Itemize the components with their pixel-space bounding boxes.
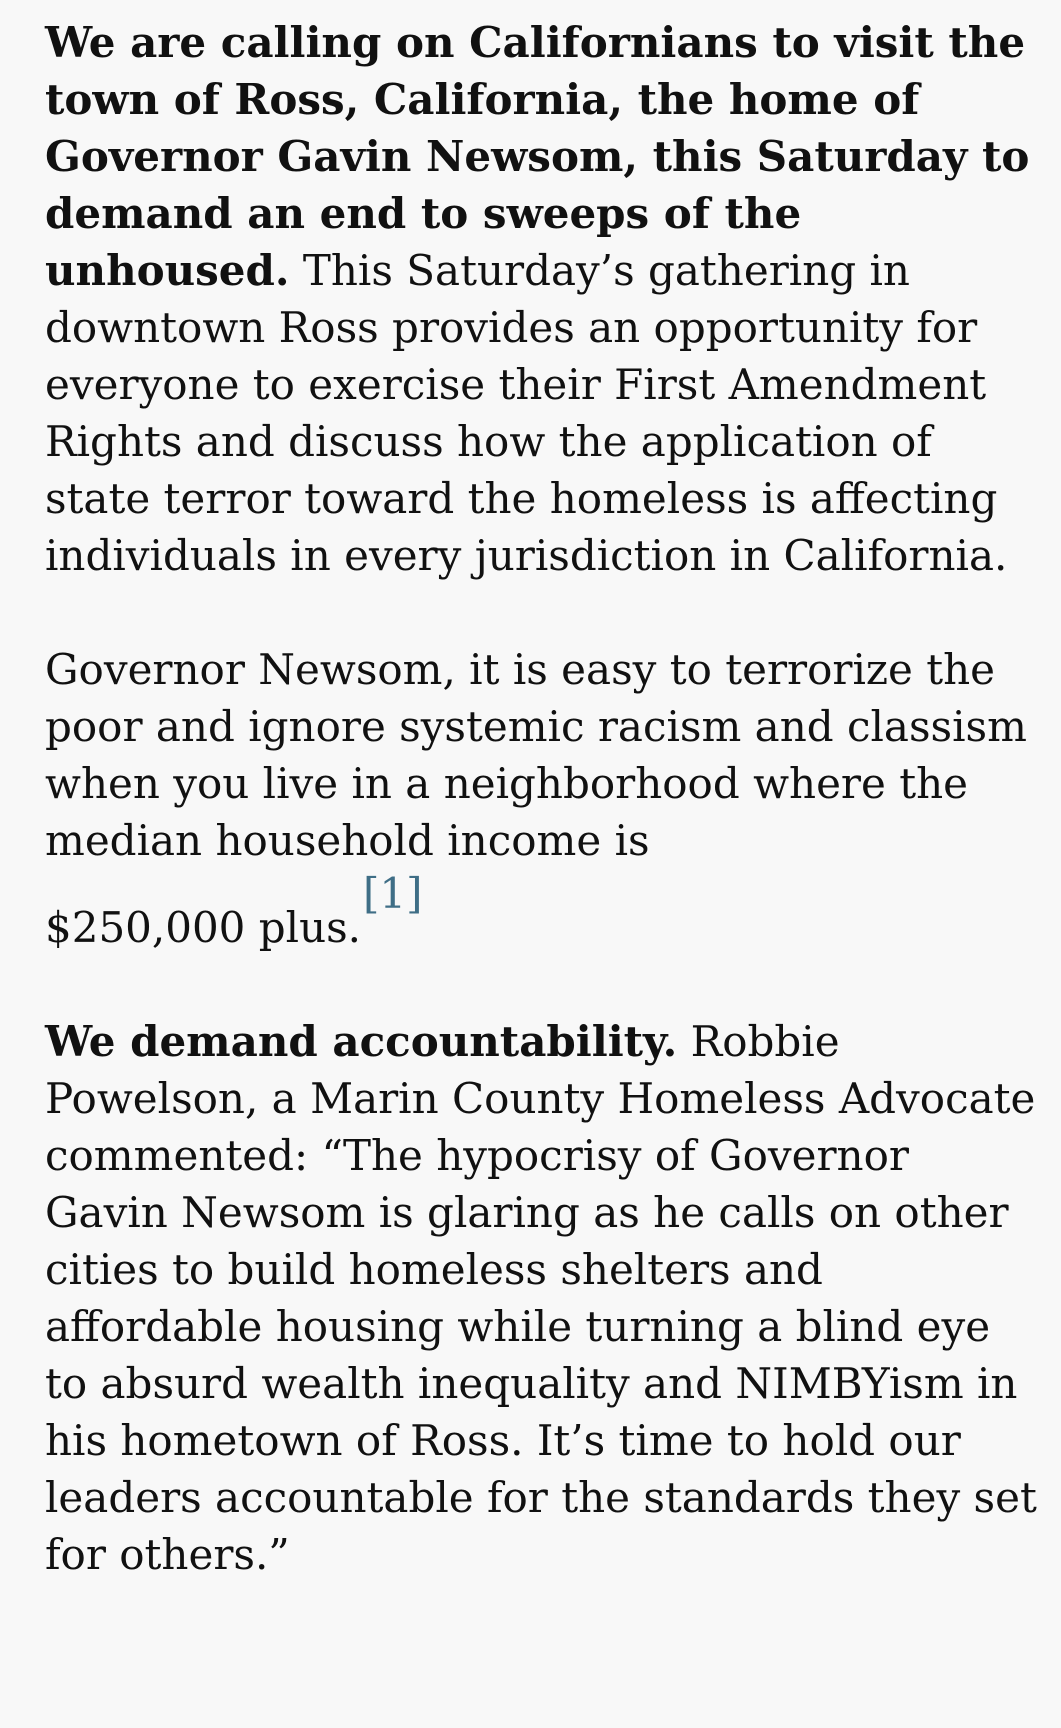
paragraph-text: This Saturday’s gathering in downtown Ross provides an opportunity for everyone to exercise their First Amendment Rights and discuss how the application of state terror toward the homeless is affecting individuals in every jurisdiction in California. bbox=[45, 246, 1008, 580]
income-line bbox=[45, 869, 423, 956]
paragraph-accountability bbox=[45, 1013, 1045, 1583]
paragraph-lead-bold: We are calling on Californians to visit the town of Ross, California, the home of Governor Gavin Newsom, this Saturday to demand an end to sweeps of the unhoused. bbox=[45, 18, 1030, 295]
income-value-text: $250,000 plus. bbox=[45, 903, 362, 952]
paragraph-text: Robbie Powelson, a Marin County Homeless Advocate commented: “The hypocrisy of Governor Gavin Newsom is glaring as he calls on other cities to build homeless shelters and affordable housing while turning a blind eye to absurd wealth inequality and NIMBYism in his hometown of Ross. It’s time to hold our leaders accountable for the standards they set for others.” bbox=[45, 1017, 1037, 1579]
paragraph-median-income bbox=[45, 641, 1045, 956]
paragraph-call-to-visit bbox=[45, 14, 1045, 584]
footnote-link[interactable]: [1] bbox=[363, 869, 423, 918]
paragraph-text: Governor Newsom, it is easy to terrorize the poor and ignore systemic racism and classism when you live in a neighborhood where the median household income is bbox=[45, 645, 1027, 865]
article-body bbox=[45, 14, 1045, 1583]
paragraph-lead-bold: We demand accountability. bbox=[45, 1017, 678, 1066]
